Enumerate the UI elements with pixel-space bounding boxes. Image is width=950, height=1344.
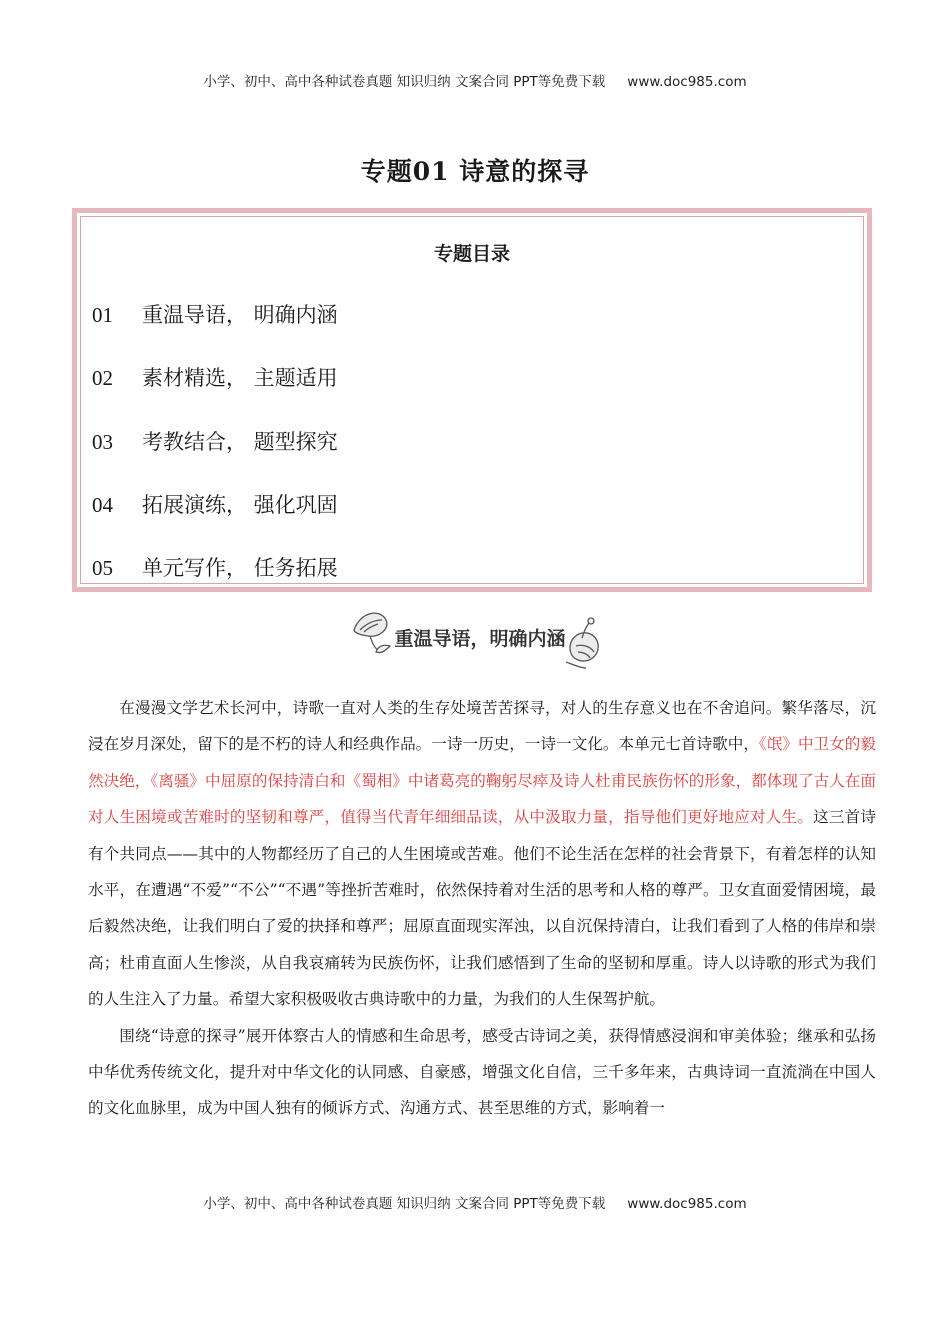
toc-item-number: 01: [92, 303, 113, 327]
toc-heading: 专题目录: [433, 243, 510, 265]
toc-item: [92, 362, 338, 392]
toc-item: [92, 426, 338, 456]
intro-body: [88, 690, 876, 1127]
page-title: 专题01 诗意的探寻: [360, 157, 590, 186]
toc-item-number: 03: [92, 430, 113, 454]
header-site-link[interactable]: www.doc985.com: [627, 74, 747, 90]
header-text: 小学、初中、高中各种试卷真题 知识归纳 文案合同 PPT等免费下载: [203, 74, 606, 90]
toc-item: [92, 489, 338, 519]
paragraph-text: 这三首诗有个共同点——其中的人物都经历了自己的人生困境或苦难。他们不论生活在怎样的社会背景下，有着怎样的认知水平，在遭遇“不爱”“不公”“不遇”等挫折苦难时，依然保持着对生活的思考和人格的尊严。卫女直面爱情困境，最后毅然决绝，让我们明白了爱的抉择和尊严；屈原直面现实浑浊，以自沉保持清白，让我们看到了人格的伟岸和崇高；杜甫直面人生惨淡，从自我哀痛转为民族伤怀，让我们感悟到了生命的坚韧和厚重。诗人以诗歌的形式为我们的人生注入了力量。希望大家积极吸收古典诗歌中的力量，为我们的人生保驾护航。: [88, 808, 876, 1009]
toc-item: [92, 552, 338, 582]
toc-item-label: 素材精选， 主题适用: [142, 366, 338, 390]
table-of-contents: [72, 208, 872, 592]
toc-item-label: 单元写作， 任务拓展: [142, 556, 338, 580]
paragraph-text: 围绕“诗意的探寻”展开体察古人的情感和生命思考，感受古诗词之美，获得情感浸润和审美体验；继承和弘扬中华优秀传统文化，提升对中华文化的认同感、自豪感，增强文化自信，三千多年来，古典诗词一直流淌在中国人的文化血脉里，成为中国人独有的倾诉方式、沟通方式、甚至思维的方式，影响着一: [88, 1026, 876, 1118]
toc-item-number: 05: [92, 556, 113, 580]
section-banner-label: 重温导语，明确内涵: [394, 628, 566, 650]
footer-text: 小学、初中、高中各种试卷真题 知识归纳 文案合同 PPT等免费下载: [203, 1196, 606, 1212]
page-header: [0, 70, 950, 90]
paragraph: [88, 690, 876, 1018]
toc-item-label: 考教结合， 题型探究: [142, 430, 338, 454]
highlighted-text: 《氓》中卫女的毅然决绝，《离骚》中屈原的保持清白和《蜀相》中诸葛亮的鞠躬尽瘁及诗人杜甫民族伤怀的形象，都体现了古人在面对人生困境或苦难时的坚韧和尊严，值得当代青年细细品读，从中汲取力量，指导他们更好地应对人生。: [88, 735, 876, 827]
toc-item-label: 重温导语， 明确内涵: [142, 303, 338, 327]
toc-item: [92, 299, 338, 329]
paragraph: [88, 1018, 876, 1127]
toc-item-number: 04: [92, 493, 113, 517]
toc-item-label: 拓展演练， 强化巩固: [142, 493, 338, 517]
toc-inner-frame: [80, 216, 864, 584]
section-banner: [350, 602, 602, 672]
page-footer: [0, 1192, 950, 1212]
footer-site-link[interactable]: www.doc985.com: [627, 1196, 747, 1212]
toc-item-number: 02: [92, 366, 113, 390]
paragraph-text: 在漫漫文学艺术长河中，诗歌一直对人类的生存处境苦苦探寻，对人的生存意义也在不舍追问。繁华落尽，沉浸在岁月深处，留下的是不朽的诗人和经典作品。一诗一历史，一诗一文化。本单元七首诗歌中，: [88, 699, 876, 754]
